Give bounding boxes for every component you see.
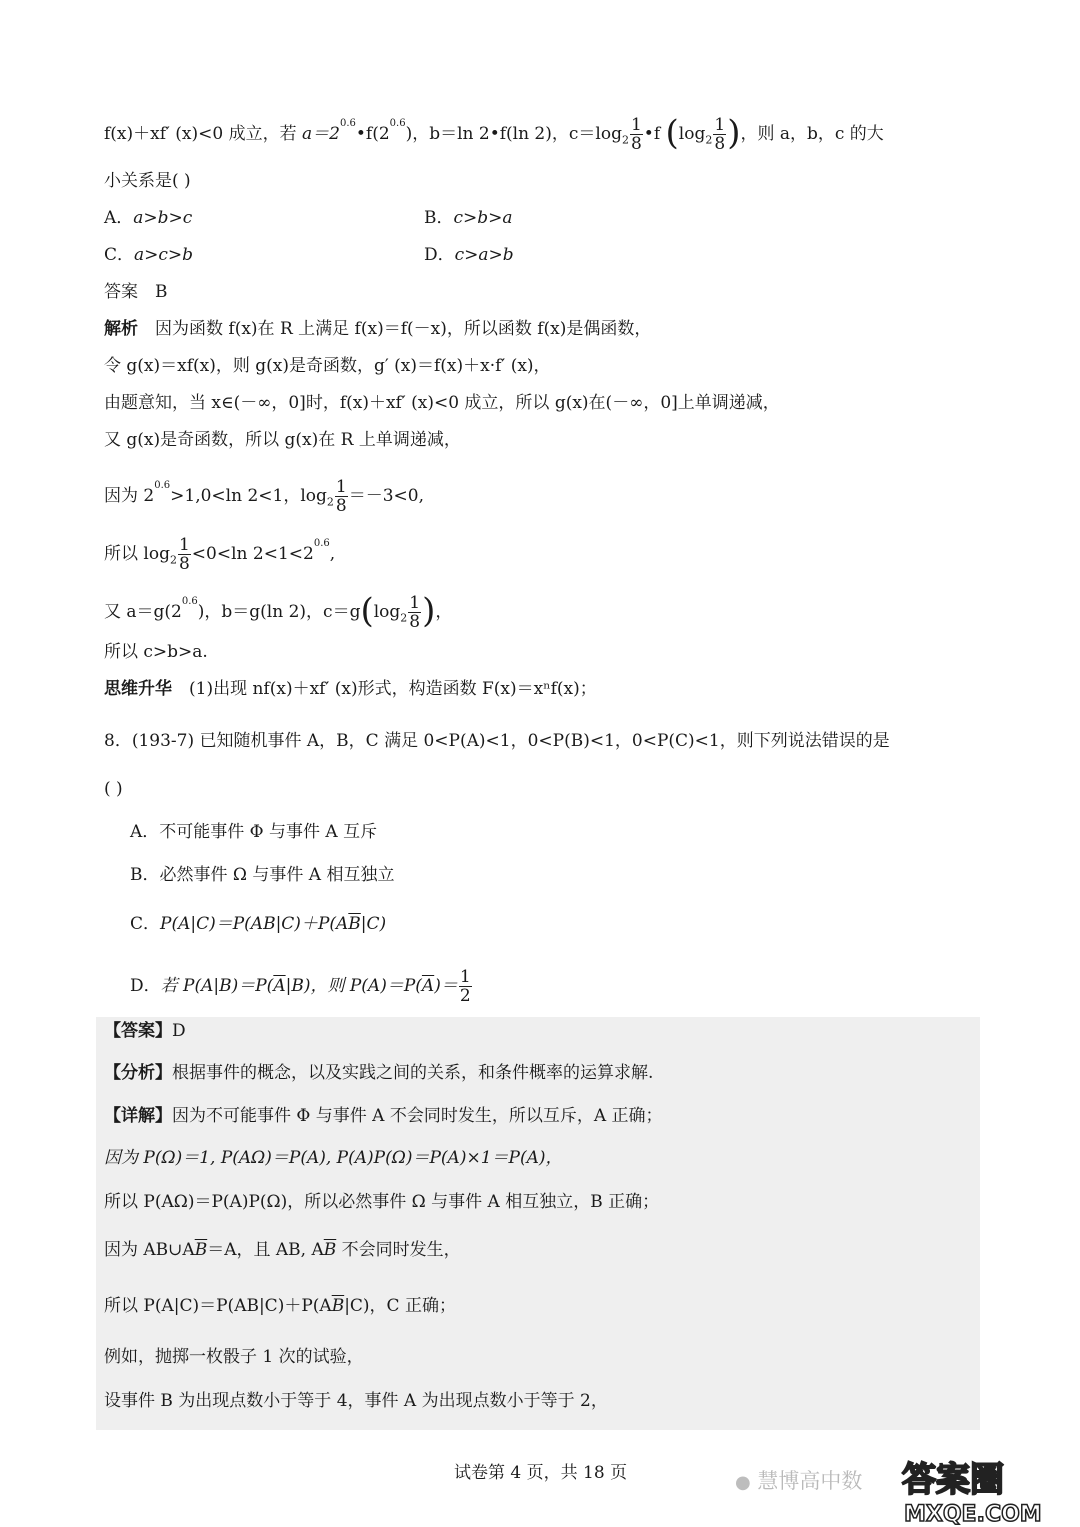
q7-option-d: D．c>a>b — [424, 245, 514, 265]
watermark-logo — [892, 1455, 1080, 1527]
svg-text:MXQE.COM: MXQE.COM — [904, 1502, 1042, 1527]
q8-option-b: B．必然事件 Ω 与事件 A 相互独立 — [130, 865, 395, 885]
q8-stem: 8．(193-7) 已知随机事件 A，B，C 满足 0<P(A)<1，0<P(B)<1，0<P(C)<1，则下列说法错误的是 — [104, 731, 890, 751]
q8-option-c: C．$P(A|C)=P(AB|C)+P(A\overline{B}|C)$ — [130, 914, 387, 934]
q7-answer: 答案 B — [104, 282, 168, 302]
q8-option-a: A．不可能事件 Φ 与事件 A 互斥 — [130, 822, 378, 842]
solution-line-2: 所以 P(AΩ)＝P(A)P(Ω)，所以必然事件 Ω 与事件 A 相互独立，B 正确； — [104, 1192, 660, 1212]
q7-because-line: 因为 $2^{0.6}>1,0<\ln$ 2<1，$\log_2$ $\frac{1}{8}$ ＝－3<0, — [104, 477, 424, 516]
fraction-one-eighth: $\frac{1}{8}$ — [630, 115, 642, 154]
page-footer: 试卷第 4 页，共 18 页 — [454, 1463, 628, 1483]
q7-assign-line: 又 $a=g(2^{0.6})$，b＝g(ln 2)，$c=g(\log_2$ $\frac{1}{8}$ )， — [104, 590, 453, 632]
q7-known-line: 由题意知，当 x∈(－∞，0]时，f(x)＋xf′ (x)<0 成立，所以 g(x)在(－∞，0]上单调递减， — [104, 393, 780, 413]
q7-option-c: C．a>c>b — [104, 245, 194, 265]
solution-line-3: 因为 $AB\cup A\overline{B}=A$，且 AB, $A\overline{B}$ 不会同时发生， — [104, 1240, 461, 1260]
q7-odd-line: 又 g(x)是奇函数，所以 g(x)在 R 上单调递减， — [104, 430, 461, 450]
q7-result-line: 所以 c>b>a. — [104, 642, 208, 662]
solution-line-1: 因为 P(Ω)＝1, P(AΩ)＝P(A), P(A)P(Ω)＝P(A)×1＝P(A)， — [104, 1148, 563, 1168]
wechat-icon: ● — [735, 1472, 751, 1493]
q7-analysis-line: 解析 因为函数 f(x)在 R 上满足 f(x)＝f(－x)，所以函数 f(x)是偶函数， — [104, 319, 652, 339]
fraction-one-half: $\frac{1}{2}$ — [459, 967, 471, 1006]
q7-let-line: 令 g(x)＝xf(x)，则 g(x)是奇函数，g′ (x)＝f(x)＋x·f′ (x)， — [104, 356, 551, 376]
solution-line-6: 设事件 B 为出现点数小于等于 4，事件 A 为出现点数小于等于 2， — [104, 1391, 608, 1411]
watermark-text: ● 慧博高中数 — [735, 1469, 863, 1493]
q7-option-b: B．c>b>a — [424, 208, 513, 228]
q8-paren: ( ) — [104, 779, 123, 799]
q8-option-d: D．若 $P(A|B)=P(\overline{A}|B)$，则 $P(A)=P(\overline{A})=$ $\frac{1}{2}$ — [130, 967, 471, 1006]
solution-answer: 【答案】D — [104, 1021, 186, 1041]
solution-line-4: 所以 $P(A|C)=P(AB|C)+P(A\overline{B}|C)$，C 正确； — [104, 1296, 456, 1316]
solution-detail: 【详解】因为不可能事件 Φ 与事件 A 不会同时发生，所以互斥，A 正确； — [104, 1106, 663, 1126]
solution-analysis: 【分析】根据事件的概念，以及实践之间的关系，和条件概率的运算求解. — [104, 1063, 654, 1083]
q7-question-end: 小关系是( ) — [104, 171, 191, 191]
q7-condition-line: f(x)＋xf′ (x)<0 成立，若 $a=2^{0.6}•f(2^{0.6})$，b＝ln 2•f(ln 2)，$c=\log_2$ $\frac{1}{8}$ •f ($\log_2$ $\frac{1}{8}$ )，则 a，b，c 的大 — [104, 112, 884, 154]
solution-line-5: 例如，抛掷一枚骰子 1 次的试验， — [104, 1347, 364, 1367]
svg-text:答案圈: 答案圈 — [902, 1460, 1004, 1500]
q7-option-a: A．a>b>c — [104, 208, 193, 228]
q7-thinking-line: 思维升华 (1)出现 nf(x)＋xf′ (x)形式，构造函数 F(x)＝xⁿf(x)； — [104, 679, 597, 699]
q7-so-line: 所以 $\log_2$ $\frac{1}{8}$ <0<ln $2<1<2^{0.6}$, — [104, 535, 336, 574]
